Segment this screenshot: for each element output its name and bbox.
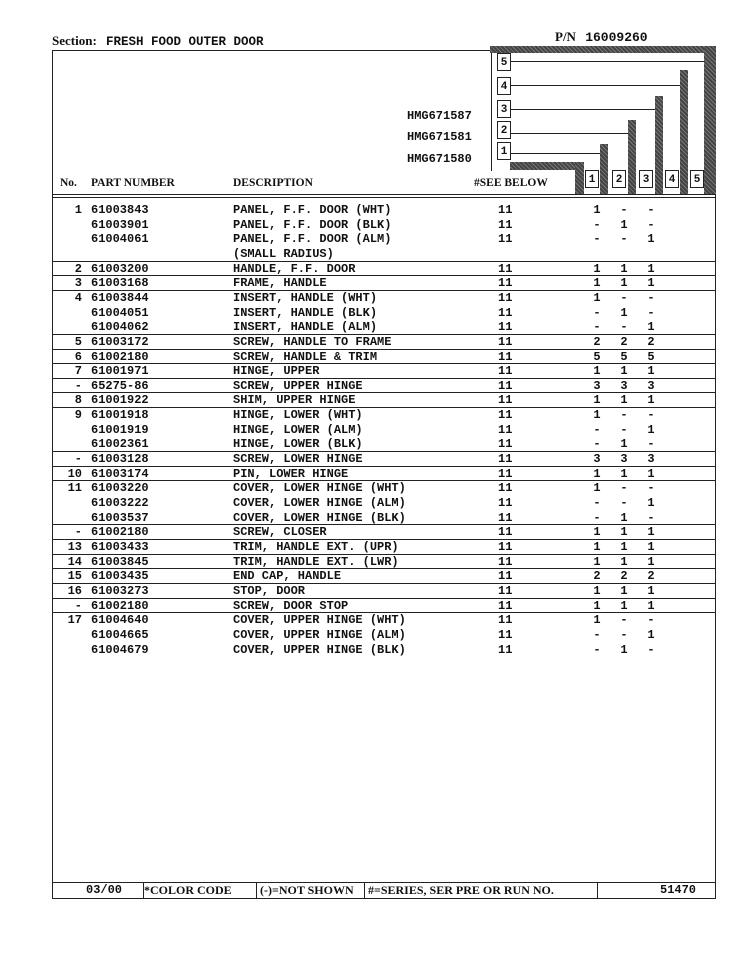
see-below: 11 <box>498 349 513 364</box>
table-row <box>0 481 750 496</box>
description: HINGE, LOWER (BLK) <box>233 437 363 452</box>
model-3-qty: 1 <box>647 598 655 613</box>
model-2-qty: - <box>620 320 628 335</box>
decor-bar <box>628 120 636 194</box>
model-3-qty: 1 <box>647 261 655 276</box>
see-below: 11 <box>498 466 513 481</box>
table-row <box>0 306 750 321</box>
header-rule <box>52 194 716 195</box>
column-box-2: 2 <box>612 170 626 188</box>
header-rule <box>52 197 716 198</box>
description: FRAME, HANDLE <box>233 276 327 291</box>
see-below: 11 <box>498 496 513 510</box>
part-number: 65275-86 <box>91 378 149 393</box>
description: INSERT, HANDLE (BLK) <box>233 305 378 320</box>
description: (SMALL RADIUS) <box>233 246 334 261</box>
model-1-qty: 1 <box>593 539 601 554</box>
model-1-qty: 1 <box>593 364 601 379</box>
part-number: 61002361 <box>91 437 149 452</box>
col-header-see-below: #SEE BELOW <box>474 177 548 189</box>
section-value: FRESH FOOD OUTER DOOR <box>106 35 264 49</box>
decor-bar <box>655 96 663 194</box>
table-row <box>0 643 750 658</box>
model-2-qty: 3 <box>620 452 628 467</box>
part-number: 61003843 <box>91 203 149 217</box>
see-below: 11 <box>498 539 513 554</box>
model-3-qty: - <box>647 290 655 305</box>
section-label: Section: <box>52 33 97 48</box>
footer <box>52 882 716 899</box>
model-1-qty: 2 <box>593 334 601 349</box>
see-below: 11 <box>498 378 513 393</box>
part-number: 61004062 <box>91 320 149 335</box>
model-1-qty: 1 <box>593 525 601 540</box>
part-number: 61002180 <box>91 349 149 364</box>
part-number: 61002180 <box>91 598 149 613</box>
model-1-qty: - <box>593 627 601 642</box>
leader-line <box>511 153 600 154</box>
see-below: 11 <box>498 290 513 305</box>
item-number: - <box>74 525 82 540</box>
model-1-qty: 1 <box>593 598 601 613</box>
model-3-qty: - <box>647 437 655 452</box>
item-number: 5 <box>74 334 82 349</box>
table-row <box>0 628 750 643</box>
see-below: 11 <box>498 642 513 657</box>
footer-divider <box>256 882 257 899</box>
part-number: 61003435 <box>91 569 149 584</box>
model-2-qty: 1 <box>620 583 628 598</box>
model-3-qty: 1 <box>647 393 655 408</box>
pn-value: 16009260 <box>585 30 648 45</box>
model-1-qty: - <box>593 217 601 232</box>
model-2-qty: 1 <box>620 642 628 657</box>
part-number: 61004679 <box>91 642 149 657</box>
model-3-qty: - <box>647 217 655 232</box>
model-3-qty: 2 <box>647 569 655 584</box>
table-row <box>0 232 750 247</box>
model-2-qty: 1 <box>620 539 628 554</box>
see-below: 11 <box>498 217 513 232</box>
description: COVER, UPPER HINGE (BLK) <box>233 642 406 657</box>
table-row <box>0 291 750 306</box>
leader-line <box>511 109 655 110</box>
footer-page-code: 51470 <box>660 883 697 897</box>
decor-bar <box>510 162 584 170</box>
model-3-qty: 1 <box>647 466 655 481</box>
description: PANEL, F.F. DOOR (ALM) <box>233 232 392 247</box>
see-below: 11 <box>498 408 513 423</box>
model-3-qty: - <box>647 510 655 525</box>
part-number: 61002180 <box>91 525 149 540</box>
model-2-qty: 1 <box>620 276 628 291</box>
model-2-qty: - <box>620 408 628 423</box>
part-number: 61004061 <box>91 232 149 247</box>
description: COVER, UPPER HINGE (WHT) <box>233 613 406 628</box>
description: TRIM, HANDLE EXT. (LWR) <box>233 554 399 569</box>
model-2-qty: 1 <box>620 217 628 232</box>
part-number: 61003222 <box>91 496 149 510</box>
model-2-qty: 1 <box>620 364 628 379</box>
see-below: 11 <box>498 613 513 628</box>
model-3-qty: 1 <box>647 364 655 379</box>
item-number: 10 <box>67 466 82 481</box>
model-1-qty: 5 <box>593 349 601 364</box>
diagram-divider <box>491 53 492 171</box>
model-3-qty: 1 <box>647 627 655 642</box>
see-below: 11 <box>498 422 513 437</box>
model-2-qty: 1 <box>620 466 628 481</box>
model-2-qty: 1 <box>620 525 628 540</box>
model-3-qty: 1 <box>647 276 655 291</box>
item-number: 9 <box>74 408 82 423</box>
model-1-qty: 1 <box>593 290 601 305</box>
model-1-qty: - <box>593 422 601 437</box>
item-number: 11 <box>67 481 82 496</box>
item-number: 14 <box>67 554 82 569</box>
col-header-part-number: PART NUMBER <box>91 177 175 189</box>
model-1-qty: 1 <box>593 261 601 276</box>
see-below: 11 <box>498 276 513 291</box>
model-1-qty: 3 <box>593 452 601 467</box>
model-1-qty: - <box>593 320 601 335</box>
item-number: - <box>74 378 82 393</box>
description: PANEL, F.F. DOOR (WHT) <box>233 203 392 217</box>
item-number: 15 <box>67 569 82 584</box>
model-2-qty: - <box>620 203 628 217</box>
footer-color-code: *COLOR CODE <box>144 883 232 897</box>
model-1-qty: - <box>593 305 601 320</box>
description: COVER, LOWER HINGE (ALM) <box>233 496 406 510</box>
model-1-qty: - <box>593 437 601 452</box>
model-2-qty: 1 <box>620 393 628 408</box>
item-number: 1 <box>74 203 82 217</box>
model-box-5: 5 <box>497 53 511 71</box>
description: HINGE, UPPER <box>233 364 320 379</box>
item-number: 17 <box>67 613 82 628</box>
model-2-qty: 1 <box>620 510 628 525</box>
model-3-qty: 1 <box>647 320 655 335</box>
model-2-qty: - <box>620 422 628 437</box>
part-number: 61001919 <box>91 422 149 437</box>
model-2-qty: - <box>620 481 628 496</box>
see-below: 11 <box>498 569 513 584</box>
description: HINGE, LOWER (WHT) <box>233 408 363 423</box>
footer-divider <box>143 882 144 899</box>
table-row <box>0 423 750 438</box>
description: PANEL, F.F. DOOR (BLK) <box>233 217 392 232</box>
part-number: 61003172 <box>91 334 149 349</box>
part-number: 61001971 <box>91 364 149 379</box>
see-below: 11 <box>498 627 513 642</box>
description: HANDLE, F.F. DOOR <box>233 261 356 276</box>
model-box-2: 2 <box>497 121 511 139</box>
model-3-qty: - <box>647 305 655 320</box>
see-below: 11 <box>498 203 513 217</box>
description: COVER, LOWER HINGE (BLK) <box>233 510 406 525</box>
see-below: 11 <box>498 305 513 320</box>
decor-bar <box>704 46 716 194</box>
model-3-qty: 3 <box>647 378 655 393</box>
model-1-qty: 1 <box>593 408 601 423</box>
table-row <box>0 496 750 511</box>
see-below: 11 <box>498 364 513 379</box>
model-3-qty: 1 <box>647 422 655 437</box>
decor-bar <box>490 46 716 53</box>
model-1-qty: 1 <box>593 203 601 217</box>
description: INSERT, HANDLE (WHT) <box>233 290 378 305</box>
part-number: 61003844 <box>91 290 149 305</box>
model-2-qty: 2 <box>620 569 628 584</box>
model-2-qty: 1 <box>620 598 628 613</box>
see-below: 11 <box>498 583 513 598</box>
description: HINGE, LOWER (ALM) <box>233 422 363 437</box>
description: SCREW, UPPER HINGE <box>233 378 363 393</box>
item-number: 6 <box>74 349 82 364</box>
decor-bar <box>600 144 608 194</box>
description: SCREW, DOOR STOP <box>233 598 349 613</box>
part-number: 61004665 <box>91 627 149 642</box>
model-2-qty: 1 <box>620 554 628 569</box>
table-row <box>0 218 750 233</box>
description: SCREW, CLOSER <box>233 525 327 540</box>
table-row <box>0 203 750 218</box>
item-number: - <box>74 452 82 467</box>
see-below: 11 <box>498 261 513 276</box>
part-number: 61001918 <box>91 408 149 423</box>
part-number: 61003220 <box>91 481 149 496</box>
model-3-qty: 1 <box>647 525 655 540</box>
model-3-qty: - <box>647 408 655 423</box>
item-number: 3 <box>74 276 82 291</box>
part-number: 61003174 <box>91 466 149 481</box>
footer-divider <box>364 882 365 899</box>
description: INSERT, HANDLE (ALM) <box>233 320 378 335</box>
part-number: 61004051 <box>91 305 149 320</box>
item-number: 8 <box>74 393 82 408</box>
leader-line <box>511 61 704 62</box>
model-3-qty: - <box>647 642 655 657</box>
col-header-no: No. <box>60 177 77 189</box>
part-number: 61004640 <box>91 613 149 628</box>
model-2-qty: 1 <box>620 437 628 452</box>
model-3-qty: - <box>647 481 655 496</box>
model-3-qty: - <box>647 203 655 217</box>
model-2-qty: - <box>620 290 628 305</box>
model-3-qty: 1 <box>647 232 655 247</box>
decor-bar <box>575 162 584 194</box>
footer-divider <box>597 882 598 899</box>
model-3-qty: - <box>647 613 655 628</box>
model-2-qty: - <box>620 232 628 247</box>
model-3-qty: 5 <box>647 349 655 364</box>
model-1-qty: 1 <box>593 393 601 408</box>
model-1-qty: - <box>593 642 601 657</box>
model-2-qty: 2 <box>620 334 628 349</box>
model-box-3: 3 <box>497 100 511 118</box>
see-below: 11 <box>498 525 513 540</box>
part-number: 61003200 <box>91 261 149 276</box>
item-number: 2 <box>74 261 82 276</box>
model-2-qty: 5 <box>620 349 628 364</box>
model-1-qty: - <box>593 496 601 510</box>
description: COVER, UPPER HINGE (ALM) <box>233 627 406 642</box>
model-1-qty: 1 <box>593 466 601 481</box>
see-below: 11 <box>498 554 513 569</box>
description: STOP, DOOR <box>233 583 306 598</box>
part-number: 61003901 <box>91 217 149 232</box>
part-number: 61001922 <box>91 393 149 408</box>
description: END CAP, HANDLE <box>233 569 342 584</box>
part-number: 61003128 <box>91 452 149 467</box>
footer-not-shown: (-)=NOT SHOWN <box>260 883 354 897</box>
col-header-description: DESCRIPTION <box>233 177 313 189</box>
model-3-qty: 1 <box>647 554 655 569</box>
description: SHIM, UPPER HINGE <box>233 393 356 408</box>
table-row <box>0 613 750 628</box>
model-2-qty: 3 <box>620 378 628 393</box>
part-number: 61003273 <box>91 583 149 598</box>
leader-line <box>511 85 680 86</box>
model-2-qty: - <box>620 613 628 628</box>
item-number: 4 <box>74 290 82 305</box>
see-below: 11 <box>498 232 513 247</box>
model-1-qty: 1 <box>593 613 601 628</box>
column-box-4: 4 <box>665 170 679 188</box>
model-box-1: 1 <box>497 142 511 160</box>
see-below: 11 <box>498 510 513 525</box>
description: SCREW, LOWER HINGE <box>233 452 363 467</box>
see-below: 11 <box>498 437 513 452</box>
model-2-qty: 1 <box>620 261 628 276</box>
see-below: 11 <box>498 481 513 496</box>
column-box-5: 5 <box>690 170 704 188</box>
item-number: - <box>74 598 82 613</box>
see-below: 11 <box>498 320 513 335</box>
description: SCREW, HANDLE & TRIM <box>233 349 378 364</box>
model-1-qty: 1 <box>593 554 601 569</box>
item-number: 16 <box>67 583 82 598</box>
description: SCREW, HANDLE TO FRAME <box>233 334 392 349</box>
description: COVER, LOWER HINGE (WHT) <box>233 481 406 496</box>
model-1-qty: 1 <box>593 583 601 598</box>
see-below: 11 <box>498 393 513 408</box>
model-1-qty: 1 <box>593 276 601 291</box>
see-below: 11 <box>498 598 513 613</box>
model-3-qty: 1 <box>647 583 655 598</box>
see-below: 11 <box>498 452 513 467</box>
part-number-header <box>555 29 648 45</box>
description: TRIM, HANDLE EXT. (UPR) <box>233 539 399 554</box>
part-number: 61003433 <box>91 539 149 554</box>
table-row <box>0 408 750 423</box>
model-3-qty: 3 <box>647 452 655 467</box>
section-title <box>52 33 264 49</box>
footer-date: 03/00 <box>86 883 123 897</box>
part-number: 61003537 <box>91 510 149 525</box>
model-3-qty: 1 <box>647 496 655 510</box>
item-number: 13 <box>67 539 82 554</box>
model-3-qty: 2 <box>647 334 655 349</box>
model-1-qty: 2 <box>593 569 601 584</box>
model-name: HMG671580 <box>407 152 472 166</box>
see-below: 11 <box>498 334 513 349</box>
footer-series: #=SERIES, SER PRE OR RUN NO. <box>368 883 554 897</box>
part-number: 61003845 <box>91 554 149 569</box>
leader-line <box>511 133 628 134</box>
model-name: HMG671587 <box>407 109 472 123</box>
item-number: 7 <box>74 364 82 379</box>
model-name: HMG671581 <box>407 130 472 144</box>
column-box-3: 3 <box>639 170 653 188</box>
part-number: 61003168 <box>91 276 149 291</box>
model-1-qty: 3 <box>593 378 601 393</box>
pn-label: P/N <box>555 29 576 44</box>
column-box-1: 1 <box>585 170 599 188</box>
model-2-qty: - <box>620 496 628 510</box>
model-box-4: 4 <box>497 77 511 95</box>
decor-bar <box>680 70 688 194</box>
model-1-qty: - <box>593 510 601 525</box>
model-2-qty: 1 <box>620 305 628 320</box>
model-2-qty: - <box>620 627 628 642</box>
model-3-qty: 1 <box>647 539 655 554</box>
model-1-qty: 1 <box>593 481 601 496</box>
model-1-qty: - <box>593 232 601 247</box>
description: PIN, LOWER HINGE <box>233 466 349 481</box>
